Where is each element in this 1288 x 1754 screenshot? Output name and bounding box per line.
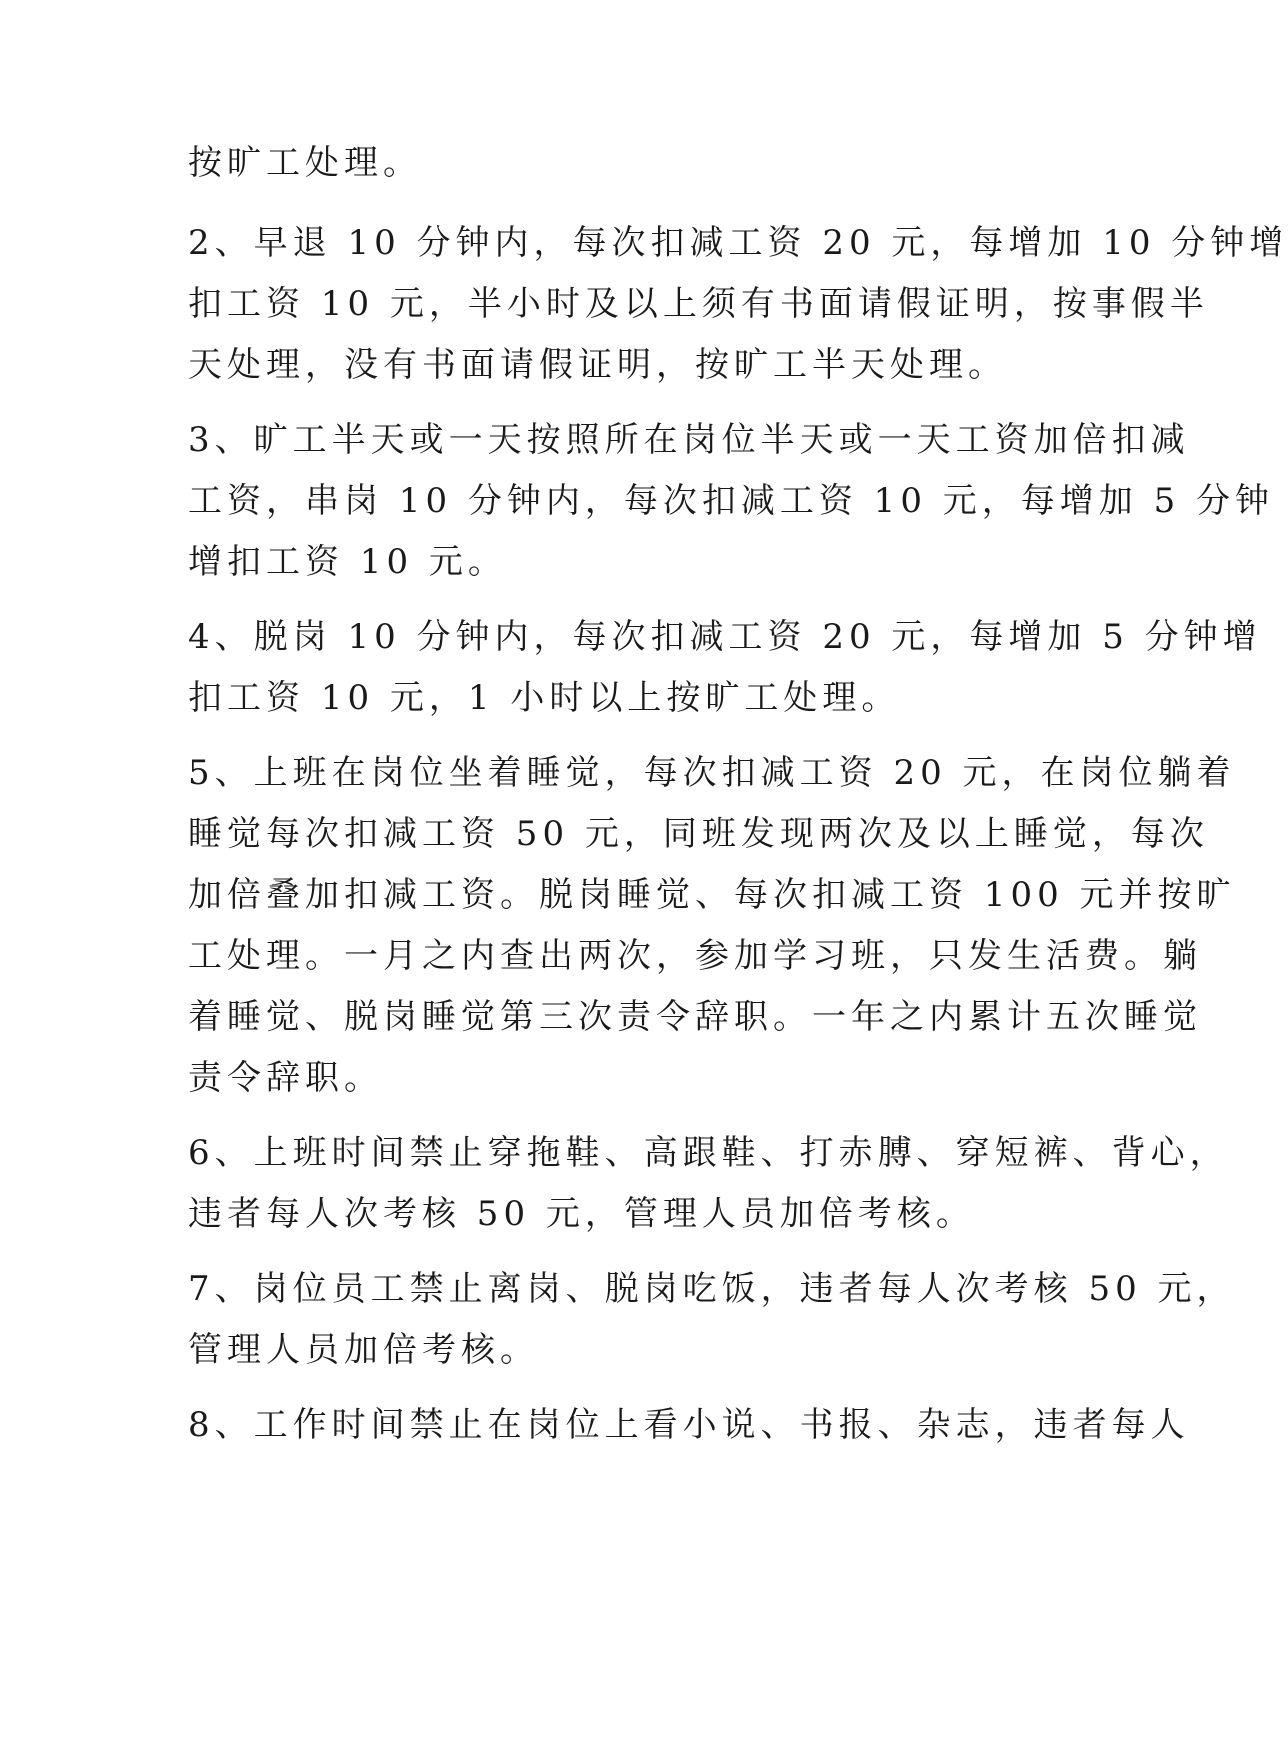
text-line: 3、旷工半天或一天按照所在岗位半天或一天工资加倍扣减 <box>188 420 1190 460</box>
text-line: 工处理。一月之内查出两次，参加学习班，只发生活费。躺 <box>188 936 1202 976</box>
text-line: 着睡觉、脱岗睡觉第三次责令辞职。一年之内累计五次睡觉 <box>188 997 1202 1037</box>
text-line: 4、脱岗 10 分钟内，每次扣减工资 20 元，每增加 5 分钟增 <box>188 617 1262 657</box>
text-line: 扣工资 10 元，半小时及以上须有书面请假证明，按事假半 <box>188 284 1209 324</box>
text-line: 5、上班在岗位坐着睡觉，每次扣减工资 20 元，在岗位躺着 <box>188 753 1236 793</box>
text-line: 睡觉每次扣减工资 50 元，同班发现两次及以上睡觉，每次 <box>188 814 1209 854</box>
text-line: 责令辞职。 <box>188 1058 383 1098</box>
text-line: 管理人员加倍考核。 <box>188 1330 539 1370</box>
text-line: 增扣工资 10 元。 <box>188 542 507 582</box>
text-line: 2、早退 10 分钟内，每次扣减工资 20 元，每增加 10 分钟增 <box>188 223 1288 263</box>
text-line: 按旷工处理。 <box>188 143 422 183</box>
text-line: 加倍叠加扣减工资。脱岗睡觉、每次扣减工资 100 元并按旷 <box>188 875 1236 915</box>
text-line: 天处理，没有书面请假证明，按旷工半天处理。 <box>188 345 1007 385</box>
text-line: 7、岗位员工禁止离岗、脱岗吃饭，违者每人次考核 50 元， <box>188 1269 1236 1309</box>
text-line: 扣工资 10 元，1 小时以上按旷工处理。 <box>188 678 901 718</box>
text-line: 8、工作时间禁止在岗位上看小说、书报、杂志，违者每人 <box>188 1405 1190 1445</box>
text-line: 工资，串岗 10 分钟内，每次扣减工资 10 元，每增加 5 分钟 <box>188 481 1275 521</box>
text-line: 违者每人次考核 50 元，管理人员加倍考核。 <box>188 1194 975 1234</box>
text-line: 6、上班时间禁止穿拖鞋、高跟鞋、打赤膊、穿短裤、背心， <box>188 1133 1229 1173</box>
